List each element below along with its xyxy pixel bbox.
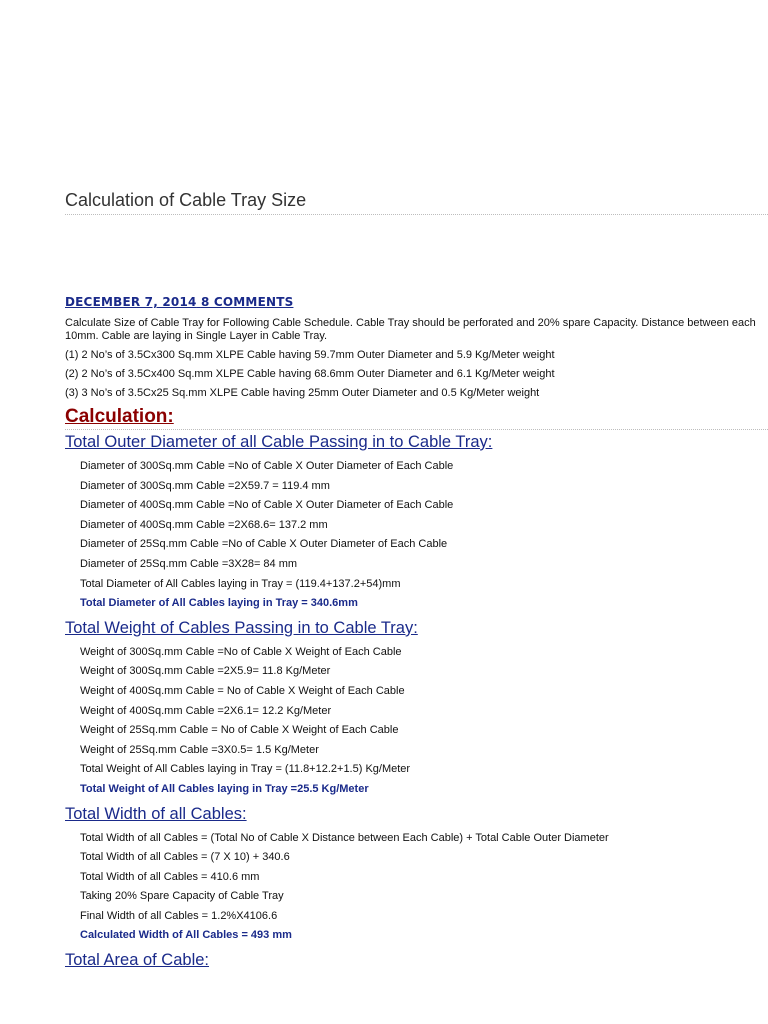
calc-line: Total Width of all Cables = 410.6 mm xyxy=(80,870,260,883)
calc-line: Final Width of all Cables = 1.2%X4106.6 xyxy=(80,909,278,922)
calc-line: Total Weight of All Cables laying in Tray = (11.8+12.2+1.5) Kg/Meter xyxy=(80,763,411,776)
post-title: Calculation of Cable Tray Size xyxy=(65,190,307,210)
intro-line-1: Calculate Size of Cable Tray for Following Cable Schedule. Cable Tray should be perforated and 20% spare Capacity. Distance between each xyxy=(65,317,756,329)
title-divider xyxy=(65,214,768,215)
weight-result: Total Weight of All Cables laying in Tray =25.5 Kg/Meter xyxy=(80,782,369,795)
width-steps xyxy=(80,829,768,947)
post-body xyxy=(65,317,768,971)
cable-item: (2) 2 No’s of 3.5Cx400 Sq.mm XLPE Cable having 68.6mm Outer Diameter and 6.1 Kg/Meter weight xyxy=(65,368,555,380)
diameter-result: Total Diameter of All Cables laying in Tray = 340.6mm xyxy=(80,597,358,610)
cable-item: (3) 3 No’s of 3.5Cx25 Sq.mm XLPE Cable having 25mm Outer Diameter and 0.5 Kg/Meter weight xyxy=(65,387,540,399)
diameter-steps xyxy=(80,457,768,614)
calculation-heading: Calculation: xyxy=(65,406,174,427)
calc-line: Total Width of all Cables = (7 X 10) + 340.6 xyxy=(80,851,290,864)
calc-line: Weight of 25Sq.mm Cable =3X0.5= 1.5 Kg/Meter xyxy=(80,743,319,756)
calc-line: Diameter of 300Sq.mm Cable =No of Cable X Outer Diameter of Each Cable xyxy=(80,460,454,472)
calc-line: Diameter of 25Sq.mm Cable =No of Cable X Outer Diameter of Each Cable xyxy=(80,538,448,551)
calc-line: Diameter of 25Sq.mm Cable =3X28= 84 mm xyxy=(80,557,298,570)
post-date-link[interactable]: DECEMBER 7, 2014 xyxy=(65,295,197,309)
width-section-heading: Total Width of all Cables: xyxy=(65,804,247,823)
weight-section-heading: Total Weight of Cables Passing in to Cable Tray: xyxy=(65,618,418,637)
area-section-heading: Total Area of Cable: xyxy=(65,951,210,970)
calc-line: Diameter of 400Sq.mm Cable =2X68.6= 137.2 mm xyxy=(80,518,328,531)
calc-line: Taking 20% Spare Capacity of Cable Tray xyxy=(80,890,284,903)
calc-line: Weight of 25Sq.mm Cable = No of Cable X Weight of Each Cable xyxy=(80,724,399,737)
weight-steps xyxy=(80,643,768,800)
calc-line: Total Width of all Cables = (Total No of Cable X Distance between Each Cable) + Total Cable Outer Diameter xyxy=(80,831,609,844)
intro-line-2: 10mm. Cable are laying in Single Layer in Cable Tray. xyxy=(65,330,328,342)
calc-line: Total Diameter of All Cables laying in Tray = (119.4+137.2+54)mm xyxy=(80,577,401,590)
calc-line: Diameter of 400Sq.mm Cable =No of Cable X Outer Diameter of Each Cable xyxy=(80,499,454,512)
calc-line: Weight of 400Sq.mm Cable = No of Cable X Weight of Each Cable xyxy=(80,684,405,697)
calc-line: Weight of 300Sq.mm Cable =No of Cable X Weight of Each Cable xyxy=(80,645,402,658)
calc-line: Weight of 400Sq.mm Cable =2X6.1= 12.2 Kg/Meter xyxy=(80,704,332,717)
comments-link[interactable]: 8 COMMENTS xyxy=(200,295,294,309)
calc-line: Weight of 300Sq.mm Cable =2X5.9= 11.8 Kg/Meter xyxy=(80,665,331,678)
width-result: Calculated Width of All Cables = 493 mm xyxy=(80,929,292,942)
diameter-section-heading: Total Outer Diameter of all Cable Passing in to Cable Tray: xyxy=(65,432,768,453)
cable-item: (1) 2 No’s of 3.5Cx300 Sq.mm XLPE Cable having 59.7mm Outer Diameter and 5.9 Kg/Meter weight xyxy=(65,349,555,361)
post-meta xyxy=(65,295,293,309)
calc-line: Diameter of 300Sq.mm Cable =2X59.7 = 119.4 mm xyxy=(80,479,330,492)
